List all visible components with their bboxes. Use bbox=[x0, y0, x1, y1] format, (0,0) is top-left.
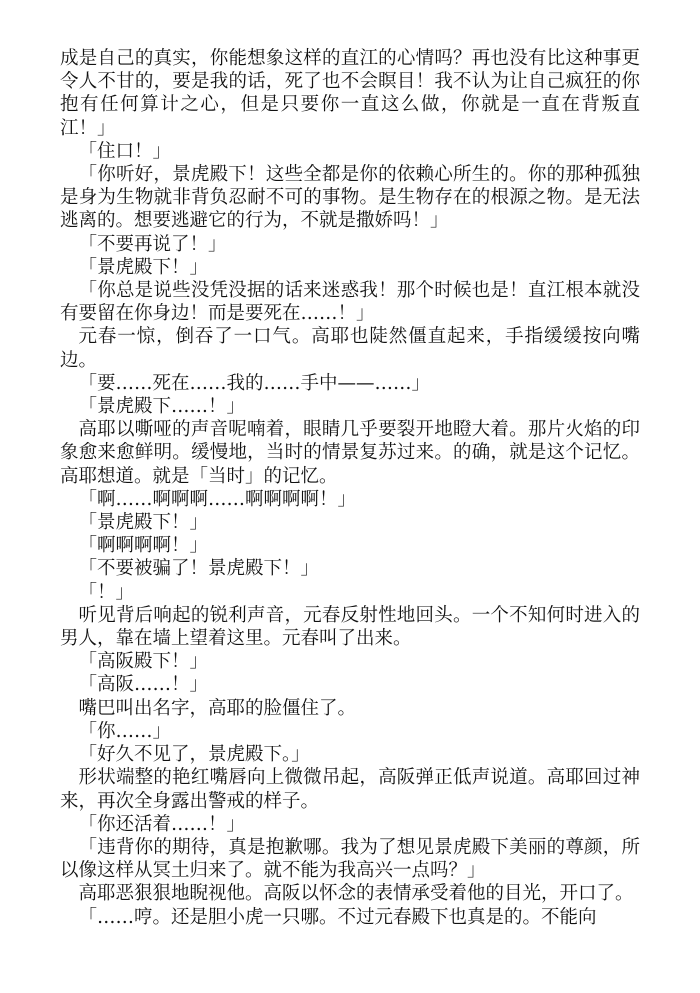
paragraph: 「你听好，景虎殿下！这些全都是你的依赖心所生的。你的那种孤独是身为生物就非背负忍耐不可的事物。是生物存在的根源之物。是无法逃离的。想要逃避它的行为，不就是撒娇吗！」 bbox=[60, 164, 640, 232]
paragraph: 元春一惊，倒吞了一口气。高耶也陡然僵直起来，手指缓缓按向嘴边。 bbox=[60, 326, 640, 371]
paragraph: 「不要被骗了！景虎殿下！」 bbox=[78, 558, 320, 580]
paragraph: 成是自己的真实，你能想象这样的直江的心情吗？再也没有比这种事更令人不甘的，要是我的话，死了也不会瞑目！我不认为让自己疯狂的你抱有任何算计之心，但是只要你一直这么做，你就是一直在背叛直江！」 bbox=[60, 48, 640, 139]
paragraph: 「！」 bbox=[78, 581, 135, 603]
paragraph: 高耶以嘶哑的声音呢喃着，眼睛几乎要裂开地瞪大着。那片火焰的印象愈来愈鲜明。缓慢地，当时的情景复苏过来。的确，就是这个记忆。高耶想道。就是「当时」的记忆。 bbox=[60, 419, 640, 487]
paragraph: 「……哼。还是胆小虎一只哪。不过元春殿下也真是的。不能向 bbox=[78, 906, 597, 928]
paragraph: 「景虎殿下！」 bbox=[78, 512, 209, 534]
paragraph: 「啊啊啊啊！」 bbox=[78, 535, 209, 557]
paragraph: 「你还活着……！」 bbox=[78, 813, 246, 835]
paragraph: 「高阪……！」 bbox=[78, 674, 209, 696]
paragraph: 「要……死在……我的……手中——……」 bbox=[78, 372, 431, 394]
paragraph: 「啊……啊啊啊……啊啊啊啊！」 bbox=[78, 488, 357, 510]
paragraph: 「住口！」 bbox=[78, 140, 172, 162]
paragraph: 「景虎殿下！」 bbox=[78, 256, 209, 278]
paragraph: 「高阪殿下！」 bbox=[78, 651, 209, 673]
book-page bbox=[60, 47, 640, 929]
paragraph: 嘴巴叫出名字，高耶的脸僵住了。 bbox=[78, 697, 357, 719]
paragraph: 高耶恶狠狠地睨视他。高阪以怀念的表情承受着他的目光，开口了。 bbox=[78, 883, 634, 905]
paragraph: 「你总是说些没凭没据的话来迷惑我！那个时候也是！直江根本就没有要留在你身边！而是要死在……！」 bbox=[60, 280, 640, 325]
paragraph: 「你……」 bbox=[78, 720, 172, 742]
paragraph: 听见背后响起的锐利声音，元春反射性地回头。一个不知何时进入的男人，靠在墙上望着这里。元春叫了出来。 bbox=[60, 604, 640, 650]
paragraph: 「违背你的期待，真是抱歉哪。我为了想见景虎殿下美丽的尊颜，所以像这样从冥土归来了。就不能为我高兴一点吗？」 bbox=[60, 836, 640, 882]
paragraph: 「景虎殿下……！」 bbox=[78, 396, 246, 418]
paragraph: 「不要再说了！」 bbox=[78, 233, 227, 255]
paragraph: 「好久不见了，景虎殿下。」 bbox=[78, 744, 310, 766]
paragraph: 形状端整的艳红嘴唇向上微微吊起，高阪弹正低声说道。高耶回过神来，再次全身露出警戒的样子。 bbox=[60, 767, 640, 812]
